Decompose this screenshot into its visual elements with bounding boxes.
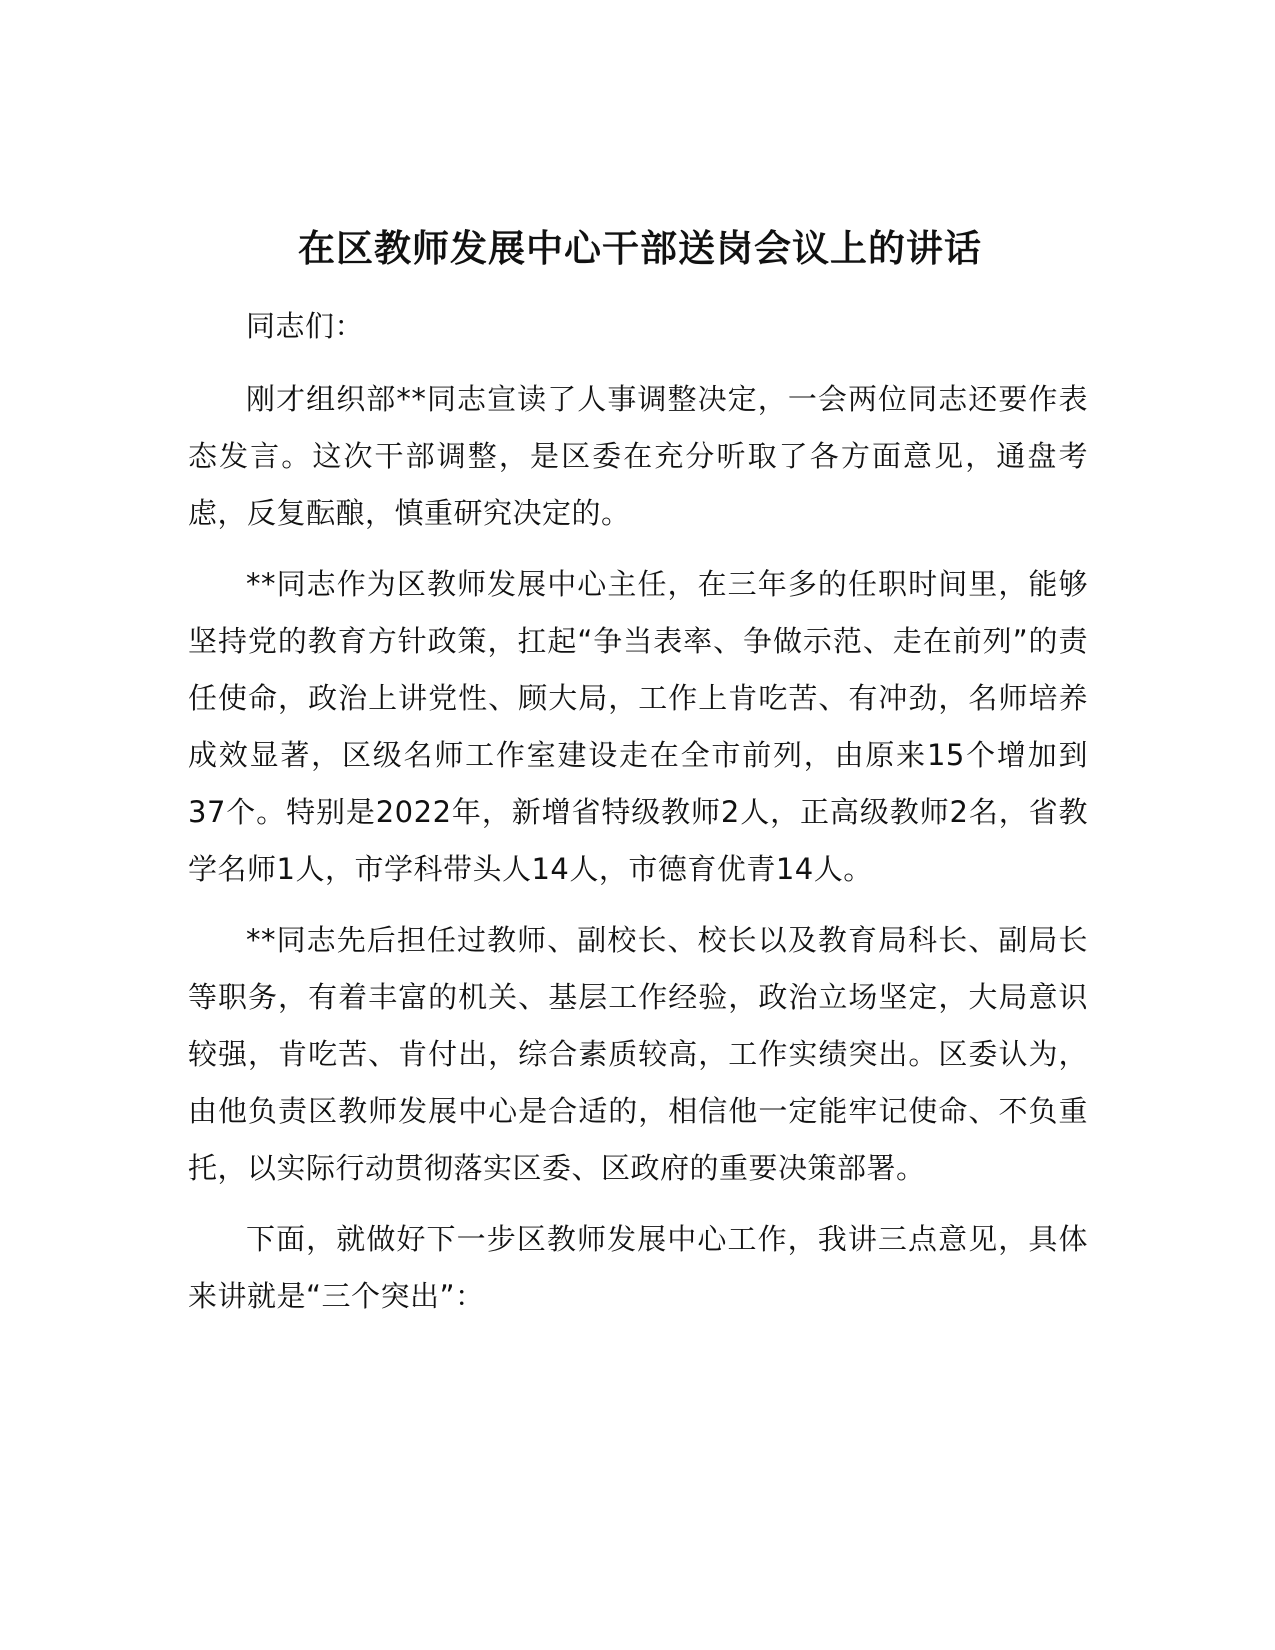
paragraph-3: **同志先后担任过教师、副校长、校长以及教育局科长、副局长等职务，有着丰富的机关、基层工作经验，政治立场坚定，大局意识较强，肯吃苦、肯付出，综合素质较高，工作实绩突出。区委认为，由他负责区教师发展中心是合适的，相信他一定能牢记使命、不负重托，以实际行动贯彻落实区委、区政府的重要决策部署。 [188,923,1088,1185]
document-title: 在区教师发展中心干部送岗会议上的讲话 [298,227,982,270]
salutation: 同志们： [246,309,365,343]
document-body [188,298,1088,1339]
paragraph-1: 刚才组织部**同志宣读了人事调整决定，一会两位同志还要作表态发言。这次干部调整，是区委在充分听取了各方面意见，通盘考虑，反复酝酿，慎重研究决定的。 [188,382,1088,530]
paragraph-4: 下面，就做好下一步区教师发展中心工作，我讲三点意见，具体来讲就是“三个突出”： [188,1222,1088,1313]
paragraph-2: **同志作为区教师发展中心主任，在三年多的任职时间里，能够坚持党的教育方针政策，扛起“争当表率、争做示范、走在前列”的责任使命，政治上讲党性、顾大局，工作上肯吃苦、有冲劲，名师培养成效显著，区级名师工作室建设走在全市前列，由原来15个增加到37个。特别是2022年，新增省特级教师2人，正高级教师2名，省教学名师1人，市学科带头人14人，市德育优青14人。 [188,567,1088,886]
